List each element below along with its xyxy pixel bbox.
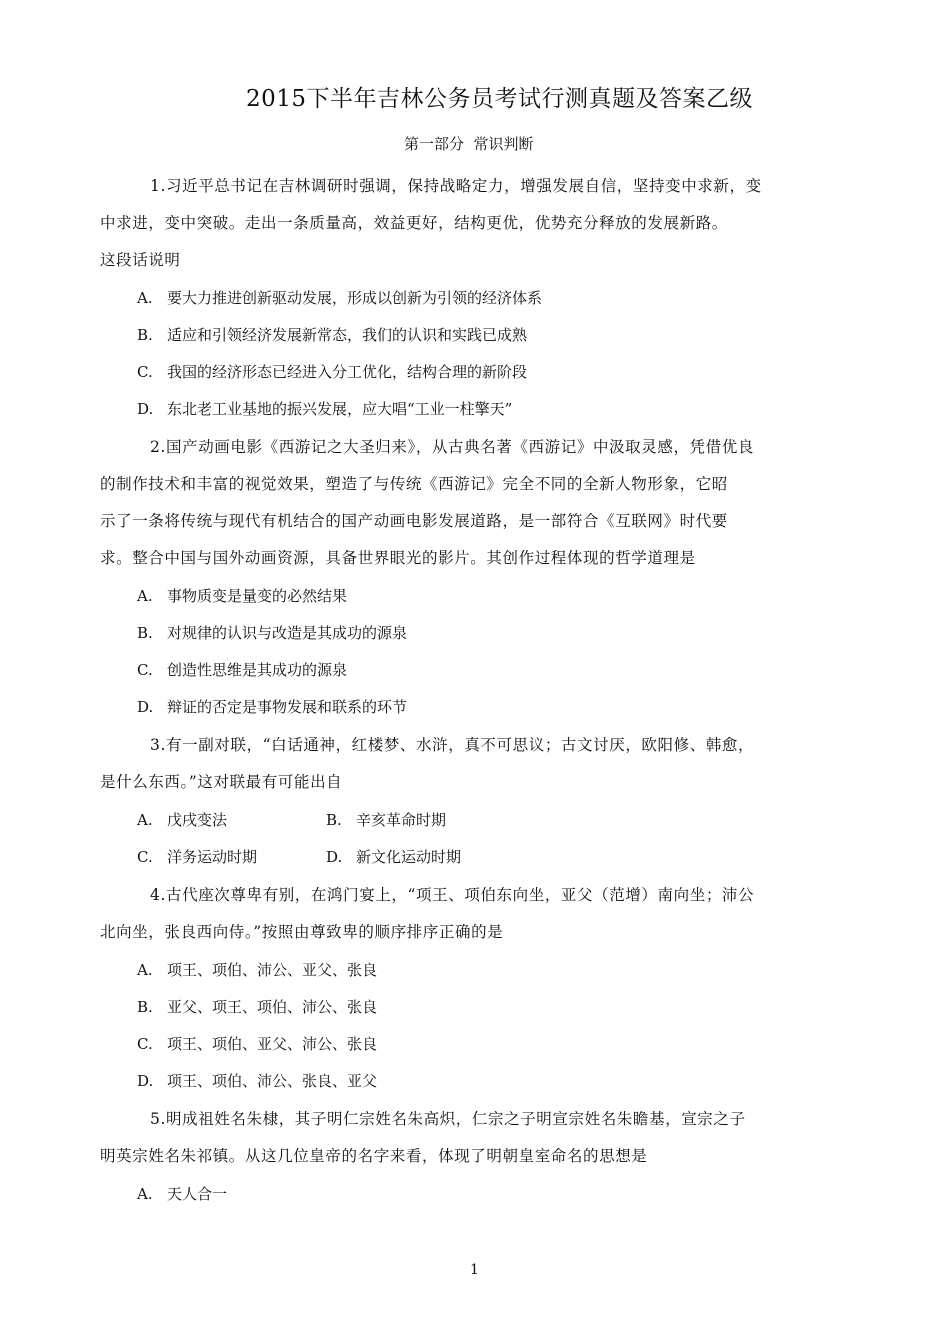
question-4-line-2: 北向坐，张良西向侍。”按照由尊致卑的顺序排序正确的是 [100, 923, 504, 941]
question-1-option-a: A. 要大力推进创新驱动发展，形成以创新为引领的经济体系 [137, 289, 543, 307]
question-3-option-c: C. 洋务运动时期 [137, 848, 258, 866]
question-2-option-a: A. 事物质变是量变的必然结果 [137, 587, 348, 605]
question-5-option-a: A. 天人合一 [137, 1185, 228, 1203]
question-2-line-4: 求。整合中国与国外动画资源，具备世界眼光的影片。其创作过程体现的哲学道理是 [100, 549, 696, 567]
question-4-option-a: A. 项王、项伯、沛公、亚父、张良 [137, 961, 378, 979]
question-3-option-b: B. 辛亥革命时期 [326, 811, 447, 829]
section-heading: 第一部分 常识判断 [404, 135, 534, 153]
question-2-line-3: 示了一条将传统与现代有机结合的国产动画电影发展道路，是一部符合《互联网》时代要 [100, 512, 728, 530]
question-4-line-1: 4.古代座次尊卑有别，在鸿门宴上，“项王、项伯东向坐，亚父（范增）南向坐；沛公 [150, 886, 755, 904]
question-4-option-b: B. 亚父、项王、项伯、沛公、张良 [137, 998, 378, 1016]
question-2-option-b: B. 对规律的认识与改造是其成功的源泉 [137, 624, 408, 642]
question-4-option-d: D. 项王、项伯、沛公、张良、亚父 [137, 1072, 378, 1090]
question-1-option-d: D. 东北老工业基地的振兴发展，应大唱“工业一柱擎天” [137, 400, 513, 418]
question-2-option-c: C. 创造性思维是其成功的源泉 [137, 661, 348, 679]
question-1-line-1: 1.习近平总书记在吉林调研时强调，保持战略定力，增强发展自信，坚持变中求新，变 [150, 177, 762, 195]
question-3-line-1: 3.有一副对联，“白话通神，红楼梦、水浒，真不可思议；古文讨厌，欧阳修、韩愈， [150, 736, 755, 754]
question-1-line-3: 这段话说明 [100, 251, 181, 269]
question-3-option-d: D. 新文化运动时期 [326, 848, 462, 866]
question-5-line-2: 明英宗姓名朱祁镇。从这几位皇帝的名字来看，体现了明朝皇室命名的思想是 [100, 1147, 648, 1165]
question-2-line-1: 2.国产动画电影《西游记之大圣归来》，从古典名著《西游记》中汲取灵感，凭借优良 [150, 438, 754, 456]
question-3-option-a: A. 戊戌变法 [137, 811, 228, 829]
document-title: 2015下半年吉林公务员考试行测真题及答案乙级 [246, 86, 754, 112]
question-2-line-2: 的制作技术和丰富的视觉效果，塑造了与传统《西游记》完全不同的全新人物形象，它昭 [100, 475, 728, 493]
question-2-option-d: D. 辩证的否定是事物发展和联系的环节 [137, 698, 408, 716]
question-4-option-c: C. 项王、项伯、亚父、沛公、张良 [137, 1035, 378, 1053]
page-number: 1 [470, 1262, 479, 1278]
question-3-line-2: 是什么东西。”这对联最有可能出自 [100, 773, 343, 791]
question-5-line-1: 5.明成祖姓名朱棣，其子明仁宗姓名朱高炽，仁宗之子明宣宗姓名朱瞻基，宣宗之子 [150, 1110, 746, 1128]
question-1-option-b: B. 适应和引领经济发展新常态，我们的认识和实践已成熟 [137, 326, 528, 344]
question-1-option-c: C. 我国的经济形态已经进入分工优化，结构合理的新阶段 [137, 363, 528, 381]
question-1-line-2: 中求进，变中突破。走出一条质量高，效益更好，结构更优，优势充分释放的发展新路。 [100, 214, 728, 232]
